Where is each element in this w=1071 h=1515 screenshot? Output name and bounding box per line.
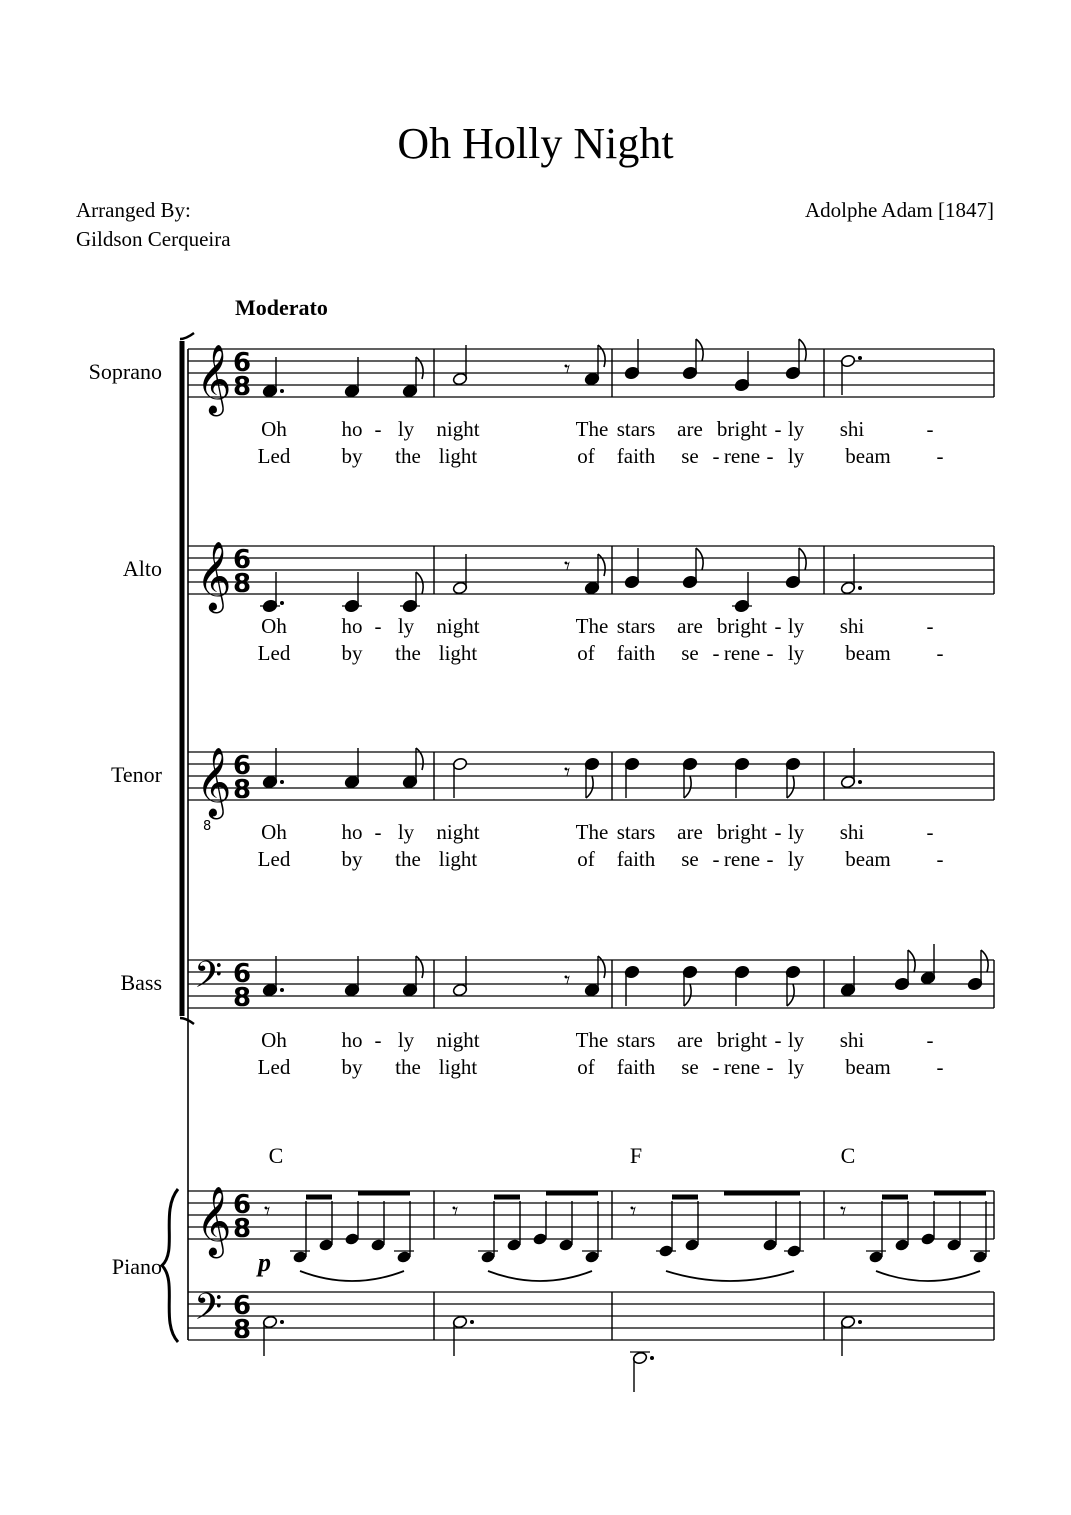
bracket-top-hook [180, 333, 194, 339]
lyric-syllable-line1: ly [787, 417, 805, 441]
lyric-syllable-line2: light [438, 1055, 478, 1079]
lyric-syllable-line1: - [374, 614, 382, 638]
score-systems [162, 333, 994, 1392]
lyric-syllable-line1: - [774, 614, 782, 638]
lyric-syllable-line2: by [341, 847, 363, 871]
lyric-syllable-line2: se [681, 444, 699, 468]
lyric-syllable-line1: bright [716, 1028, 768, 1052]
augmentation-dot [858, 1320, 862, 1324]
lyric-syllable-line2: Led [257, 847, 291, 871]
lyric-syllable-line1: are [677, 614, 703, 638]
lyric-syllable-line1: ly [397, 820, 415, 844]
lyric-syllable-line1: Oh [261, 417, 287, 441]
note-flag [684, 984, 691, 1006]
lyric-syllable-line2: - [936, 1055, 944, 1079]
lyric-syllable-line1: - [926, 614, 934, 638]
lyric-syllable-line1: ly [787, 614, 805, 638]
time-signature-top: 6 [233, 348, 252, 378]
note-flag [787, 776, 794, 798]
time-signature-top: 6 [233, 1190, 252, 1220]
note-flag [799, 548, 806, 570]
lyric-syllable-line1: night [436, 1028, 480, 1052]
lyric-syllable-line1: stars [616, 417, 656, 441]
lyric-syllable-line2: - [766, 641, 774, 665]
lyric-syllable-line2: beam [845, 1055, 891, 1079]
arranger-label: Arranged By: [76, 198, 191, 222]
lyric-syllable-line1: - [926, 417, 934, 441]
lyric-syllable-line1: ly [787, 1028, 805, 1052]
lyric-syllable-line1: shi [839, 417, 865, 441]
lyric-syllable-line1: ho [341, 820, 363, 844]
lyric-syllable-line2: Led [257, 1055, 291, 1079]
note-flag [586, 776, 593, 798]
augmentation-dot [650, 1356, 654, 1360]
slur [488, 1271, 592, 1281]
lyric-syllable-line1: shi [839, 820, 865, 844]
lyric-syllable-line2: the [395, 1055, 421, 1079]
lyric-syllable-line1: are [677, 1028, 703, 1052]
dynamic-marking: p [258, 1248, 271, 1277]
lyric-syllable-line1: night [436, 820, 480, 844]
lyric-syllable-line2: by [341, 444, 363, 468]
tempo-marking: Moderato [235, 295, 328, 320]
chord-symbol: F [629, 1143, 643, 1168]
augmentation-dot [280, 988, 284, 992]
lyric-syllable-line1: bright [716, 614, 768, 638]
lyric-syllable-line2: - [936, 444, 944, 468]
time-signature-top: 6 [233, 751, 252, 781]
staff-label-alto: Alto [122, 556, 162, 581]
lyric-syllable-line2: - [766, 847, 774, 871]
lyric-syllable-line2: ly [787, 1055, 805, 1079]
lyric-syllable-line2: of [577, 444, 595, 468]
lyric-syllable-line1: bright [716, 820, 768, 844]
note-flag [416, 748, 423, 770]
lyric-syllable-line1: ho [341, 1028, 363, 1052]
lyric-syllable-line2: by [341, 1055, 363, 1079]
lyric-syllable-line1: - [774, 417, 782, 441]
bass-clef-icon: 𝄢 [194, 954, 223, 1005]
note-flag [908, 950, 915, 972]
time-signature-bottom: 8 [233, 1315, 252, 1345]
lyric-syllable-line1: ly [787, 820, 805, 844]
time-signature-bottom: 8 [233, 983, 252, 1013]
lyric-syllable-line2: Led [257, 641, 291, 665]
augmentation-dot [280, 1320, 284, 1324]
eighth-rest-icon: 𝄾 [264, 1197, 271, 1225]
lyric-syllable-line1: stars [616, 1028, 656, 1052]
lyric-syllable-line1: are [677, 820, 703, 844]
lyric-syllable-line1: - [774, 820, 782, 844]
lyric-syllable-line1: shi [839, 1028, 865, 1052]
augmentation-dot [470, 1320, 474, 1324]
staff-label-piano: Piano [111, 1254, 162, 1279]
lyric-syllable-line2: - [712, 847, 720, 871]
time-signature-top: 6 [233, 1291, 252, 1321]
augmentation-dot [858, 356, 862, 360]
lyric-syllable-line2: faith [616, 1055, 656, 1079]
eighth-rest-icon: 𝄾 [564, 966, 571, 994]
lyric-syllable-line2: light [438, 444, 478, 468]
eighth-rest-icon: 𝄾 [630, 1197, 637, 1225]
lyric-syllable-line1: shi [839, 614, 865, 638]
augmentation-dot [858, 586, 862, 590]
composer: Adolphe Adam [1847] [805, 198, 994, 222]
lyric-syllable-line2: Led [257, 444, 291, 468]
lyric-syllable-line1: stars [616, 820, 656, 844]
note-flag [598, 345, 605, 367]
octave-8-marker: 8 [203, 819, 212, 834]
lyric-syllable-line2: rene [723, 847, 761, 871]
lyric-syllable-line2: - [766, 444, 774, 468]
lyric-syllable-line2: rene [723, 444, 761, 468]
time-signature-bottom: 8 [233, 775, 252, 805]
lyric-syllable-line1: The [575, 820, 609, 844]
lyric-syllable-line2: faith [616, 641, 656, 665]
staff-label-soprano: Soprano [88, 359, 162, 384]
bass-clef-icon: 𝄢 [194, 1286, 223, 1337]
lyric-syllable-line1: Oh [261, 614, 287, 638]
lyric-syllable-line1: - [374, 417, 382, 441]
lyric-syllable-line2: se [681, 1055, 699, 1079]
augmentation-dot [858, 780, 862, 784]
lyric-syllable-line2: ly [787, 641, 805, 665]
slur [666, 1271, 794, 1281]
arranger-name: Gildson Cerqueira [76, 227, 231, 251]
lyric-syllable-line1: are [677, 417, 703, 441]
note-flag [416, 357, 423, 379]
lyric-syllable-line2: - [712, 1055, 720, 1079]
lyric-syllable-line1: - [374, 820, 382, 844]
lyric-syllable-line1: ly [397, 614, 415, 638]
score-title: Oh Holly Night [397, 119, 674, 168]
lyric-syllable-line2: rene [723, 1055, 761, 1079]
time-signature-bottom: 8 [233, 372, 252, 402]
slur [876, 1271, 980, 1281]
lyric-syllable-line1: ho [341, 614, 363, 638]
lyric-syllable-line2: the [395, 444, 421, 468]
lyric-syllable-line1: - [374, 1028, 382, 1052]
lyric-syllable-line2: - [712, 444, 720, 468]
lyric-syllable-line1: Oh [261, 1028, 287, 1052]
staff-label-bass: Bass [120, 970, 162, 995]
note-flag [416, 956, 423, 978]
treble-clef-icon: 𝄞 [196, 1186, 232, 1256]
note-flag [598, 956, 605, 978]
eighth-rest-icon: 𝄾 [564, 355, 571, 383]
lyric-syllable-line2: light [438, 847, 478, 871]
lyric-syllable-line2: ly [787, 444, 805, 468]
lyric-syllable-line1: The [575, 417, 609, 441]
lyric-syllable-line2: faith [616, 444, 656, 468]
lyric-syllable-line1: stars [616, 614, 656, 638]
note-flag [696, 339, 703, 361]
lyric-syllable-line2: se [681, 847, 699, 871]
note-flag [416, 572, 423, 594]
lyric-syllable-line2: of [577, 641, 595, 665]
note-flag [598, 554, 605, 576]
lyric-syllable-line2: ly [787, 847, 805, 871]
lyric-syllable-line1: ho [341, 417, 363, 441]
lyric-syllable-line1: night [436, 417, 480, 441]
lyric-syllable-line2: beam [845, 444, 891, 468]
lyric-syllable-line2: beam [845, 641, 891, 665]
lyric-syllable-line1: The [575, 1028, 609, 1052]
lyric-syllable-line1: - [926, 1028, 934, 1052]
bracket-bottom-hook [180, 1018, 194, 1024]
time-signature-bottom: 8 [233, 569, 252, 599]
lyric-syllable-line2: faith [616, 847, 656, 871]
lyric-syllable-line1: - [926, 820, 934, 844]
note-flag [799, 339, 806, 361]
eighth-rest-icon: 𝄾 [840, 1197, 847, 1225]
lyric-syllable-line1: The [575, 614, 609, 638]
lyric-syllable-line2: the [395, 847, 421, 871]
eighth-rest-icon: 𝄾 [564, 552, 571, 580]
note-flag [787, 984, 794, 1006]
lyric-syllable-line2: beam [845, 847, 891, 871]
treble-clef-icon: 𝄞 [196, 541, 232, 611]
lyric-syllable-line1: ly [397, 1028, 415, 1052]
augmentation-dot [280, 780, 284, 784]
treble-clef-icon: 𝄞 [196, 747, 232, 817]
staff-label-tenor: Tenor [111, 762, 162, 787]
augmentation-dot [280, 601, 284, 605]
time-signature-top: 6 [233, 545, 252, 575]
lyric-syllable-line2: - [766, 1055, 774, 1079]
time-signature-bottom: 8 [233, 1214, 252, 1244]
lyric-syllable-line2: by [341, 641, 363, 665]
lyric-syllable-line1: ly [397, 417, 415, 441]
chord-symbol: C [268, 1143, 284, 1168]
lyric-syllable-line2: of [577, 1055, 595, 1079]
lyric-syllable-line1: bright [716, 417, 768, 441]
lyric-syllable-line2: light [438, 641, 478, 665]
note-flag [981, 950, 988, 972]
lyric-syllable-line2: - [712, 641, 720, 665]
eighth-rest-icon: 𝄾 [452, 1197, 459, 1225]
treble-clef-icon: 𝄞 [196, 344, 232, 414]
lyric-syllable-line2: se [681, 641, 699, 665]
lyric-syllable-line2: - [936, 847, 944, 871]
slur [300, 1271, 404, 1281]
lyric-syllable-line1: night [436, 614, 480, 638]
augmentation-dot [280, 389, 284, 393]
note-flag [696, 548, 703, 570]
time-signature-top: 6 [233, 959, 252, 989]
chord-symbol: C [840, 1143, 856, 1168]
lyric-syllable-line2: - [936, 641, 944, 665]
eighth-rest-icon: 𝄾 [564, 758, 571, 786]
lyric-syllable-line2: of [577, 847, 595, 871]
piano-brace [162, 1189, 178, 1342]
note-flag [684, 776, 691, 798]
lyric-syllable-line1: Oh [261, 820, 287, 844]
lyric-syllable-line2: the [395, 641, 421, 665]
lyric-syllable-line2: rene [723, 641, 761, 665]
lyric-syllable-line1: - [774, 1028, 782, 1052]
